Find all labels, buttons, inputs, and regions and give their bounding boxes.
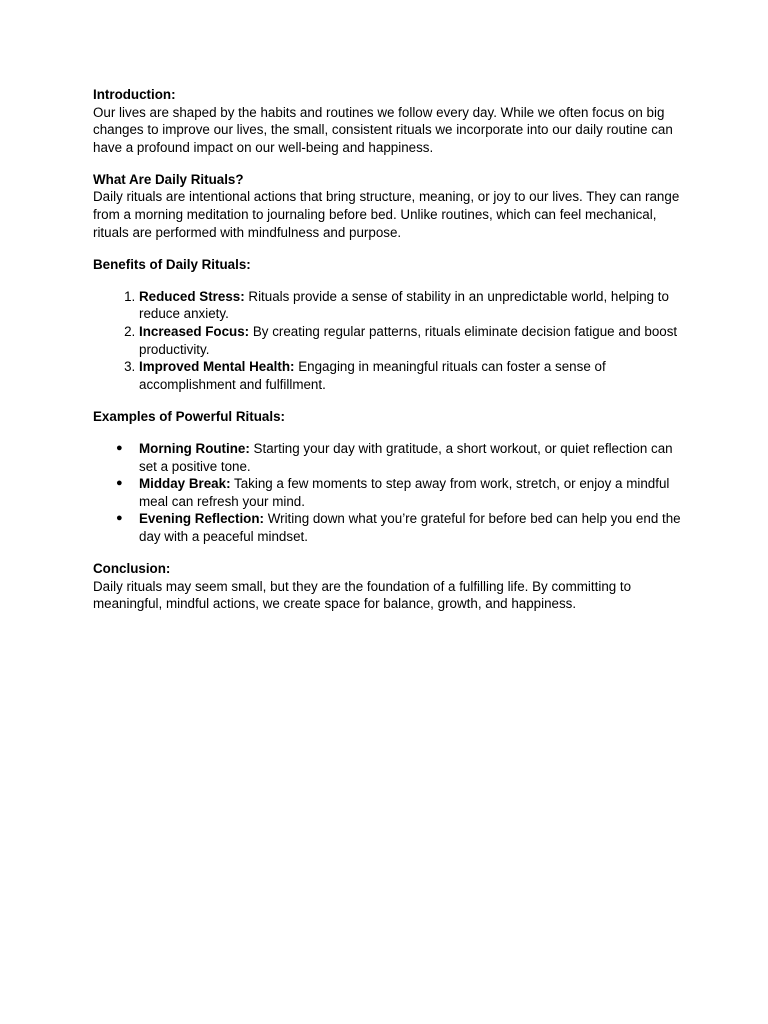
introduction-heading: Introduction:: [93, 87, 176, 102]
conclusion-paragraph: Daily rituals may seem small, but they are the foundation of a fulfilling life. By committing to meaningful, mindful actions, we create space for balance, growth, and happiness.: [93, 578, 632, 612]
example-term: Midday Break:: [139, 476, 231, 492]
example-text: Starting your day with gratitude, a short workout, or quiet reflection can set a positive tone.: [139, 441, 673, 474]
list-item: [139, 288, 683, 323]
conclusion-section: [93, 560, 683, 613]
conclusion-heading: Conclusion:: [93, 561, 171, 577]
list-item: [139, 358, 683, 393]
what-are-heading: What Are Daily Rituals?: [93, 171, 244, 187]
example-term: Morning Routine:: [139, 441, 250, 456]
what-are-section: [93, 171, 683, 241]
document-page: [93, 86, 683, 627]
list-item: [116, 440, 683, 475]
example-text: Taking a few moments to step away from work, stretch, or enjoy a mindful meal can refresh your mind.: [139, 476, 670, 509]
benefit-text: Engaging in meaningful rituals can foster a sense of accomplishment and fulfillment.: [139, 359, 606, 392]
benefit-text: Rituals provide a sense of stability in an unpredictable world, helping to reduce anxiety.: [139, 288, 669, 322]
benefit-term: Improved Mental Health:: [139, 359, 295, 375]
benefits-heading: Benefits of Daily Rituals:: [93, 256, 251, 272]
examples-list: [93, 440, 683, 546]
benefit-term: Reduced Stress:: [139, 288, 245, 304]
benefit-term: Increased Focus:: [139, 324, 250, 340]
list-item: [139, 323, 683, 358]
list-item: [116, 510, 683, 545]
list-item: [116, 475, 683, 510]
bullet-icon: ●: [116, 477, 123, 490]
introduction-section: [93, 86, 683, 156]
introduction-paragraph: Our lives are shaped by the habits and routines we follow every day. While we often focus on big changes to improve our lives, the small, consistent rituals we incorporate into our daily routine can have a profound impact on our well-being and happiness.: [93, 104, 673, 155]
bullet-icon: ●: [116, 442, 123, 454]
what-are-paragraph: Daily rituals are intentional actions that bring structure, meaning, or joy to our lives. They can range from a morning meditation to journaling before bed. Unlike routines, which can feel mechanical, rituals are performed with mindfulness and purpose.: [93, 189, 680, 240]
examples-heading: Examples of Powerful Rituals:: [93, 408, 285, 424]
example-text: Writing down what you’re grateful for before bed can help you end the day with a peaceful mindset.: [139, 511, 681, 544]
benefits-list: [93, 288, 683, 394]
benefit-text: By creating regular patterns, rituals eliminate decision fatigue and boost productivity.: [139, 324, 678, 357]
bullet-icon: ●: [116, 512, 123, 525]
example-term: Evening Reflection:: [139, 511, 264, 527]
